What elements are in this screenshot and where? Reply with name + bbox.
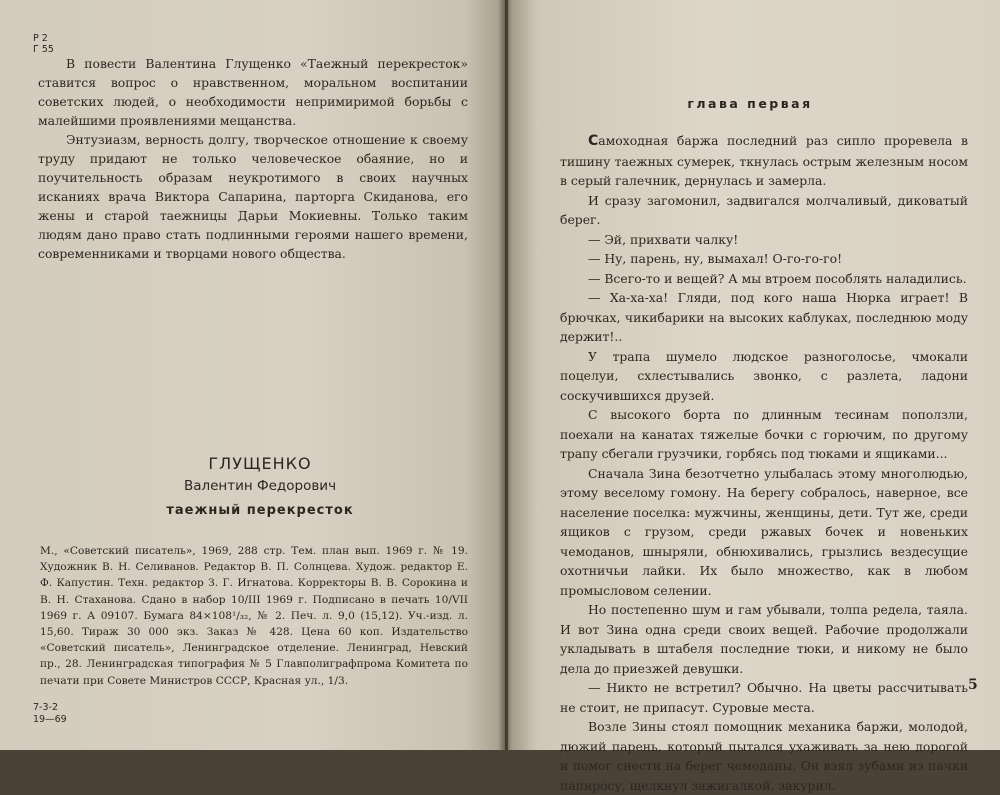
chapter-paragraph: — Никто не встретил? Обычно. На цветы рассчитывать не стоит, не припасут. Суровые места. [560, 680, 968, 715]
publication-code [33, 702, 67, 726]
left-page [0, 0, 505, 750]
paragraph-text: амоходная баржа последний раз сипло проревела в тишину таежных сумерек, ткнулась острым железным носом в серый галечник, дернулась и замерла. [560, 133, 968, 188]
annotation-paragraph: Энтузиазм, верность долгу, творческое отношение к своему труду придают не только человеческое обаяние, но и поучительность образам неукротимого в своих научных исканиях врача Виктора Сапарина, парторга Скиданова, его жены и старой таежницы Дарьи Мокиевны. Только таким людям дано право стать подлинными героями нашего времени, современниками и творцами нового общества. [38, 132, 468, 261]
library-classmark [33, 33, 54, 55]
page-number: 5 [968, 677, 978, 693]
chapter-text [560, 131, 968, 795]
chapter-heading: глава первая [687, 96, 813, 111]
classmark-line: Р 2 [33, 33, 48, 44]
drop-cap: С [588, 133, 599, 149]
chapter-paragraph: С высокого борта по длинным тесинам поползли, поехали на канатах тяжелые бочки с горючим, по другому трапу сбегали грузчики, горбясь под тюками и ящиками... [560, 407, 968, 461]
chapter-paragraph: — Эй, прихвати чалку! [588, 231, 739, 247]
publication-code-line: 19—69 [33, 714, 67, 725]
chapter-paragraph: — Всего-то и вещей? А мы втроем пособлять наладились. [588, 270, 967, 286]
author-name: Валентин Федорович [183, 478, 337, 494]
classmark-line: Г 55 [33, 44, 54, 55]
chapter-paragraph: У трапа шумело людское разноголосье, чмокали поцелуи, схлестывались звонко, с разлета, ладони соскучившихся друзей. [560, 348, 968, 403]
book-gutter [498, 0, 512, 750]
chapter-paragraph: Сначала Зина безотчетно улыбалась этому многолюдью, этому веселому гомону. На берегу собралось, наверное, все население поселка: мужчины, женщины, дети. Тут же, среди ящиков с грузом, среди ржавых бочек и новеньких чемоданов, шныряли, обнюхивались, грызлись вездесущие охотничьи лайки. Их было множество, как в любом промысловом селении. [560, 465, 968, 598]
imprint [40, 543, 468, 689]
annotation-paragraph: В повести Валентина Глущенко «Таежный перекресток» ставится вопрос о нравственном, моральном воспитании советских людей, о необходимости непримиримой борьбы с малейшими проявлениями мещанства. [38, 56, 468, 128]
book-annotation [38, 54, 468, 263]
chapter-paragraph: — Ха-ха-ха! Гляди, под кого наша Нюрка играет! В брючках, чикибарики на высоких каблуках, последнюю моду держит!.. [560, 290, 968, 344]
chapter-paragraph [560, 131, 968, 191]
publication-code-line: 7-3-2 [33, 702, 58, 713]
chapter-paragraph: Возле Зины стоял помощник механика баржи, молодой, дюжий парень, который пытался ухаживать за нею дорогой и помог снести на берег чемоданы. Он взял зубами из пачки папиросу, щелкнул зажигалкой, закурил. [560, 719, 968, 793]
book-title: таежный перекресток [166, 503, 354, 518]
author-surname: ГЛУЩЕНКО [208, 454, 312, 473]
chapter-paragraph: Но постепенно шум и гам убывали, толпа редела, таяла. И вот Зина одна среди своих вещей. Рабочие продолжали укладывать в штабеля последние тюки, и никому не было дела до приезжей девушки. [560, 602, 968, 676]
chapter-paragraph: И сразу загомонил, задвигался молчаливый, диковатый берег. [560, 192, 968, 227]
imprint-text: М., «Советский писатель», 1969, 288 стр. Тем. план вып. 1969 г. № 19. Художник В. Н. Селиванов. Редактор В. П. Солнцева. Худож. редактор Е. Ф. Капустин. Техн. редактор З. Г. Игнатова. Корректоры В. В. Сорокина и В. Н. Стаханова. Сдано в набор 10/III 1969 г. Подписано в печать 10/VII 1969 г. А 09107. Бумага 84×108¹/₃₂, № 2. Печ. л. 9,0 (15,12). Уч.-изд. л. 15,60. Тираж 30 000 экз. Заказ № 428. Цена 60 коп. Издательство «Советский писатель», Ленинградское отделение. Ленинград, Невский пр., 28. Ленинградская типография № 5 Главполиграфпрома Комитета по печати при Совете Министров СССР, Красная ул., 1/3. [40, 545, 468, 687]
chapter-paragraph: — Ну, парень, ну, вымахал! О-го-го-го! [588, 251, 843, 266]
